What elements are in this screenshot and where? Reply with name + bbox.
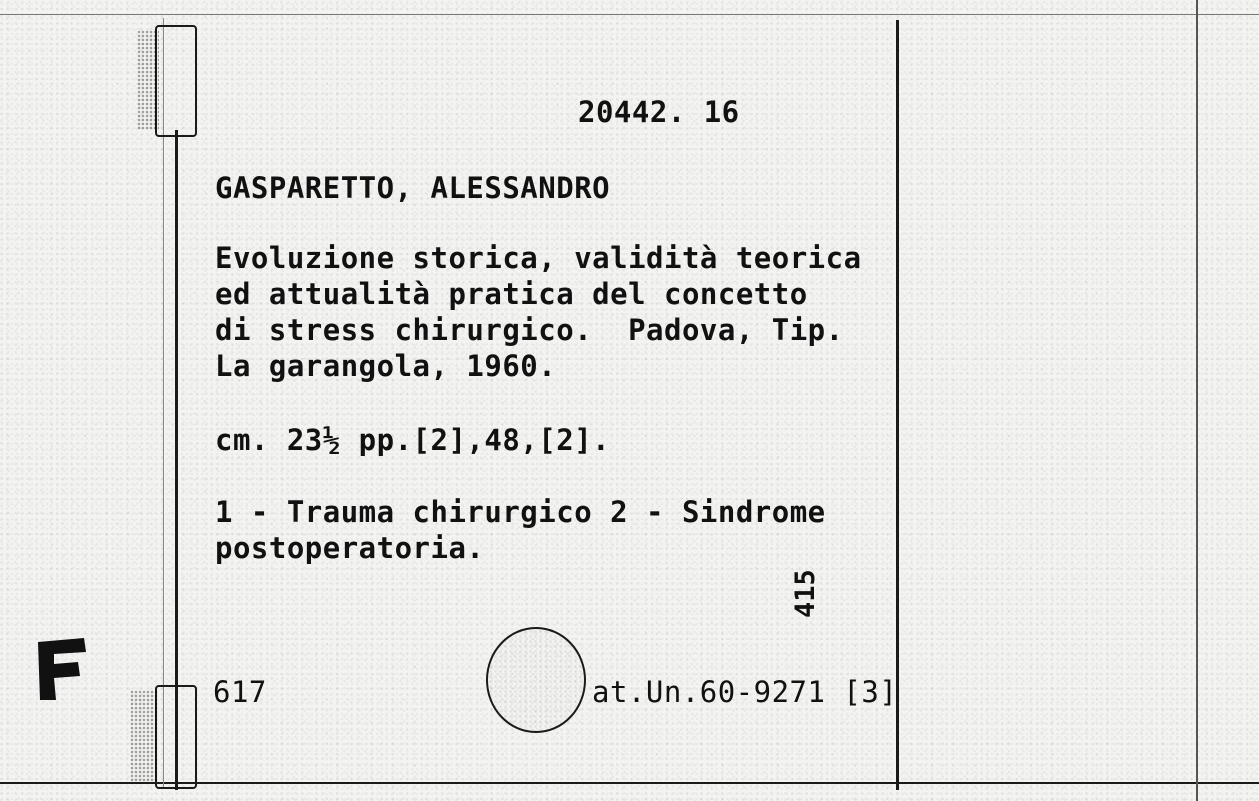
card-top-edge [0,14,1259,15]
bottom-left-number: 617 [213,675,267,709]
title-line: Evoluzione storica, validità teorica [215,241,862,275]
right-margin-line [1196,0,1198,801]
top-tab-texture [137,30,159,130]
bottom-tab [155,685,197,789]
title-line: ed attualità pratica del concetto [215,277,808,311]
title-line: La garangola, 1960. [215,349,557,383]
catalog-reference: at.Un.60-9271 [3] [592,675,898,709]
title-line: di stress chirurgico. Padova, Tip. [215,313,844,347]
top-tab [155,25,197,137]
bottom-tab-texture [130,690,158,782]
vertical-stamp: 415 [790,569,821,618]
physical-description: cm. 23½ pp.[2],48,[2]. [215,423,611,457]
subject-line-1: 1 - Trauma chirurgico 2 - Sindrome [215,495,826,529]
author-heading: GASPARETTO, ALESSANDRO [215,171,611,205]
call-number: 20442. 16 [578,95,740,129]
title-block [215,240,862,384]
subject-line-2: postoperatoria. [215,531,485,565]
punch-hole [486,627,586,733]
margin-letter-f [34,636,90,704]
